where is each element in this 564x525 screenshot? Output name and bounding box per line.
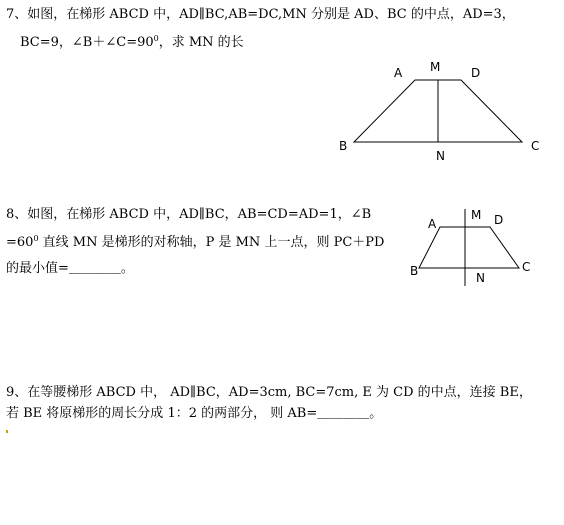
figure8-label-b: B (410, 264, 419, 278)
degree-superscript: 0 (153, 34, 159, 43)
figure8-label-d: D (494, 213, 504, 227)
problem8-line3: 的最小值=＿＿＿＿。 (6, 261, 134, 276)
degree-superscript: 0 (33, 234, 39, 243)
problem8-line2-pre: =60 (6, 235, 34, 250)
figure8-label-c: C (522, 260, 531, 274)
problem7-line2-post: ，求 MN 的长 (158, 35, 244, 50)
problem9-line1: 9、在等腰梯形 ABCD 中， AD∥BC，AD=3cm, BC=7cm, E 为 CD 的中点，连接 BE， (6, 385, 532, 400)
problem8-line1: 8、如图，在梯形 ABCD 中，AD∥BC，AB=CD=AD=1，∠B (6, 207, 372, 222)
figure8-label-m: M (471, 208, 482, 222)
figure7-label-d: D (471, 66, 481, 80)
figure7-label-a: A (394, 66, 403, 80)
figure7-trapezoid (354, 80, 522, 142)
problem7-line1: 7、如图，在梯形 ABCD 中，AD∥BC,AB=DC,MN 分别是 AD、BC 的中点，AD=3， (6, 7, 515, 22)
figure8-label-n: N (476, 271, 485, 285)
problem9-line2: 若 BE 将原梯形的周长分成 1：2 的两部分， 则 AB=＿＿＿＿。 (6, 406, 383, 421)
problem7-line2-pre: BC=9，∠B＋∠C=90 (20, 35, 154, 50)
figure7-label-c: C (531, 139, 540, 153)
figure8-trapezoid-outline (419, 227, 519, 268)
figure7-label-m: M (430, 60, 441, 74)
figure7-label-n: N (436, 149, 445, 163)
figure8-label-a: A (428, 217, 437, 231)
figure7-label-b: B (339, 139, 348, 153)
problem8-line2-post: 直线 MN 是梯形的对称轴，P 是 MN 上一点，则 PC＋PD (38, 235, 385, 250)
